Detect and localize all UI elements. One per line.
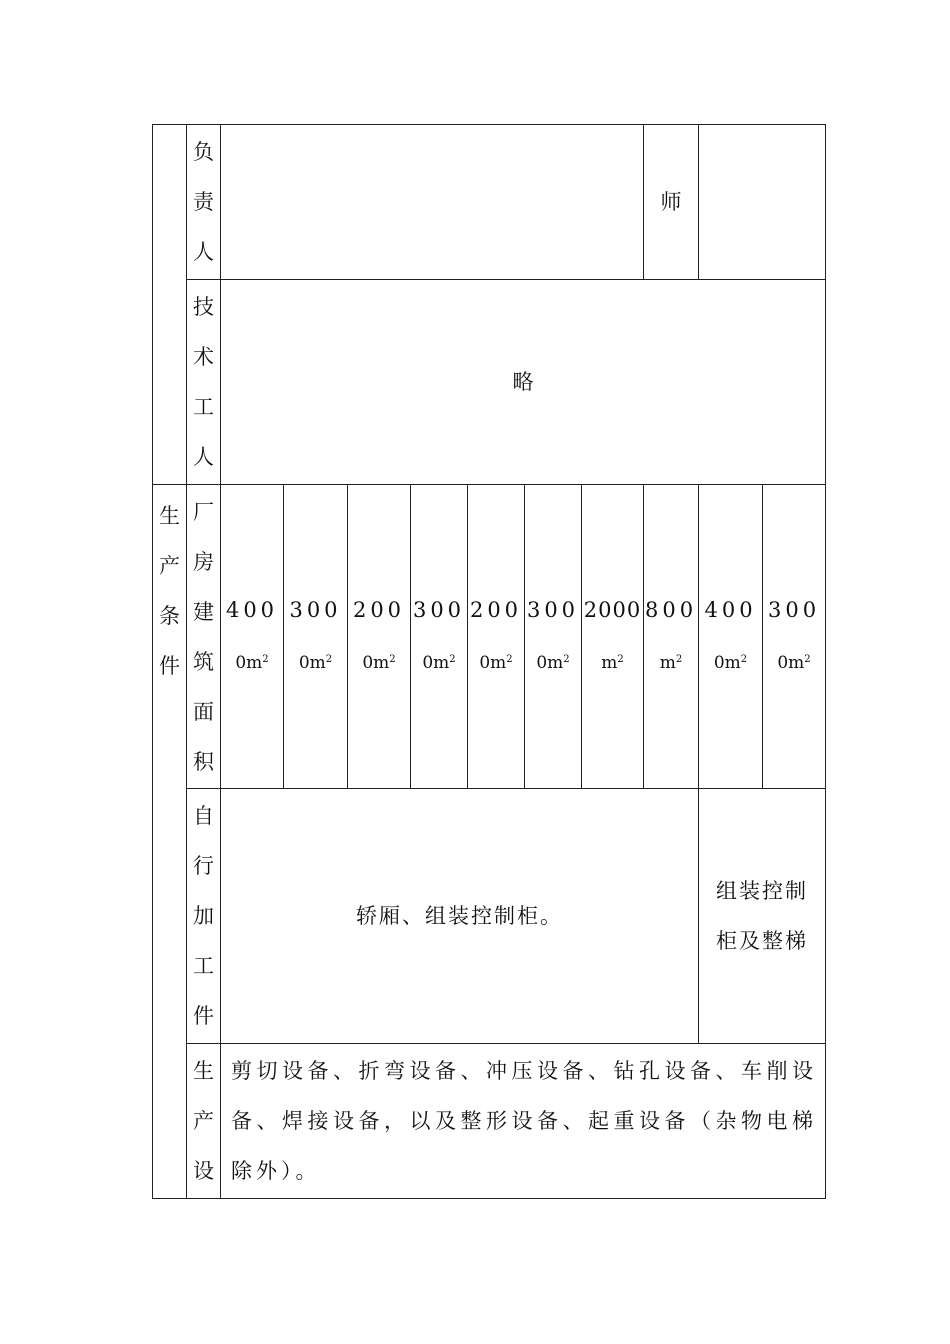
- self-processed-main-cell: [221, 789, 699, 1044]
- area-unit-1: 0m: [235, 653, 263, 673]
- production-conditions-label: 生产条件: [159, 504, 180, 678]
- area-value-2: 300: [289, 598, 342, 622]
- self-processed-label-cell: [187, 789, 221, 1044]
- production-equipment-label: 生产设: [193, 1059, 214, 1183]
- area-value-cell: [763, 485, 826, 789]
- production-equipment-text: 剪切设备、折弯设备、冲压设备、钻孔设备、车削设备、焊接设备，以及整形设备、起重设备（杂物电梯除外）。: [231, 1059, 818, 1183]
- production-equipment-label-cell: [187, 1044, 221, 1199]
- engineer-title-cell: [644, 125, 699, 280]
- production-equipment-text-cell: [221, 1044, 826, 1199]
- area-value-6: 300: [526, 598, 580, 622]
- area-exp-6: 2: [563, 654, 570, 665]
- self-processed-side: 组装控制柜及整梯: [716, 879, 809, 953]
- responsible-value-cell: [221, 125, 644, 280]
- factory-area-label: 厂房建筑面积: [193, 499, 214, 774]
- area-value-cell: [348, 485, 411, 789]
- technical-workers-value-cell: [221, 280, 826, 485]
- area-exp-2: 2: [325, 654, 333, 665]
- technical-workers-value: 略: [512, 370, 534, 394]
- area-value-8: 800: [644, 598, 698, 622]
- area-unit-7: m: [601, 653, 618, 673]
- area-value-cell: [699, 485, 763, 789]
- area-value-cell: [525, 485, 582, 789]
- self-processed-main: 轿厢、组装控制柜。: [356, 904, 563, 928]
- self-processed-label: 自行加工件: [193, 804, 214, 1028]
- table-row-factory-area: [153, 485, 826, 789]
- area-unit-2: 0m: [298, 653, 326, 673]
- table-row-self-processed: [153, 789, 826, 1044]
- engineer-title-fragment: 师: [660, 190, 682, 214]
- table-row-production-equipment: [153, 1044, 826, 1199]
- table-row-responsible: [153, 125, 826, 280]
- area-value-cell: [411, 485, 468, 789]
- area-exp-3: 2: [389, 654, 396, 665]
- area-exp-10: 2: [804, 654, 811, 665]
- area-unit-3: 0m: [362, 653, 390, 673]
- area-unit-5: 0m: [479, 653, 507, 673]
- production-conditions-cell: [153, 485, 187, 1199]
- responsible-label: 负责人: [193, 140, 214, 264]
- technical-workers-label-cell: [187, 280, 221, 485]
- qualification-table: [152, 124, 826, 1199]
- factory-area-label-cell: [187, 485, 221, 789]
- area-value-1: 400: [225, 598, 279, 622]
- area-unit-10: 0m: [777, 653, 805, 673]
- area-exp-4: 2: [449, 654, 456, 665]
- area-unit-9: 0m: [713, 653, 741, 673]
- responsible-label-cell: [187, 125, 221, 280]
- empty-category-cell: [153, 125, 187, 485]
- area-value-5: 200: [469, 598, 523, 622]
- area-value-10: 300: [767, 598, 821, 622]
- area-value-3: 200: [352, 598, 406, 622]
- area-exp-9: 2: [740, 654, 748, 665]
- area-unit-8: m: [659, 653, 676, 673]
- area-value-cell: [582, 485, 644, 789]
- self-processed-side-cell: [699, 789, 826, 1044]
- area-exp-8: 2: [675, 654, 683, 665]
- area-unit-6: 0m: [536, 653, 564, 673]
- area-value-4: 300: [412, 598, 466, 622]
- area-value-9: 400: [704, 598, 757, 622]
- technical-workers-label: 技术工人: [193, 295, 214, 469]
- area-exp-1: 2: [262, 654, 269, 665]
- area-value-7: 2000: [583, 598, 642, 622]
- area-value-cell: [468, 485, 525, 789]
- area-exp-7: 2: [617, 654, 624, 665]
- area-value-cell: [644, 485, 699, 789]
- engineer-value-cell: [699, 125, 826, 280]
- area-unit-4: 0m: [422, 653, 450, 673]
- area-value-cell: [284, 485, 348, 789]
- area-exp-5: 2: [506, 654, 513, 665]
- area-value-cell: [221, 485, 284, 789]
- table-row-technical-workers: [153, 280, 826, 485]
